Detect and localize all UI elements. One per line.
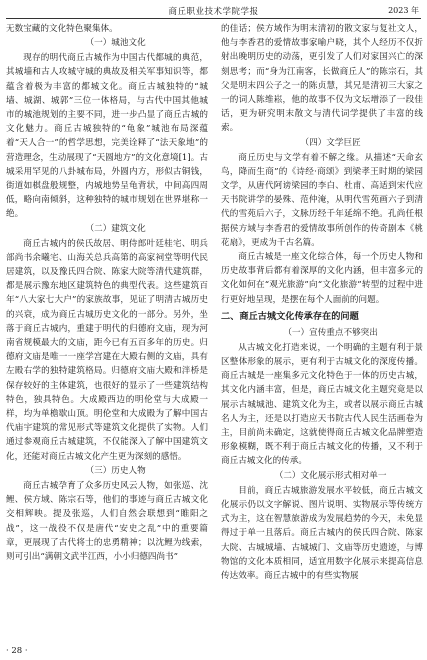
paragraph: 商丘历史与文学有着不解之缘。从描述“天命玄鸟，降而生商”的《诗经·商颂》到梁孝王时期的梁园文学，从唐代阿谤梁园的李白、杜甫、高适到宋代应天书院讲学的晏殊、范仲淹，从明代雪苑画六子到清代的雪苑后六子，文脉历经千年延绵不绝。孔尚任根据侯方域与李香君的爱情故事所创作的传奇剧本《桃花扇》，更成为千古名篇。 bbox=[221, 152, 423, 248]
paragraph: 现存的明代商丘古城作为中国古代都城的典范，其城墙和古人攻城守城的典故及相关军事知识等，都蕴含着极为丰富的都城文化。商丘古城独特的“城墙、城湖、城郭”三位一体格局，与古代中国其他城市的城池规划的主要不同，进一步凸显了商丘古城的文化魅力。商丘古城独特的“龟象”城池布局深蕴着“天人合一”的哲学思想，完美诠释了“法天象地”的营造理念，生动展现了“天圆地方”的文化意境[1]。古城采用罕见的八卦城布局，外圆内方，形似古铜钱，街道如棋盘般规整，内城地势呈龟背状，中间高四周低，略向南倾斜，这种独特的城市规划在世界堪称一绝。 bbox=[6, 53, 208, 220]
page-header bbox=[0, 0, 427, 19]
subsection-heading: （一）城池文化 bbox=[85, 38, 146, 49]
right-column bbox=[221, 22, 423, 583]
journal-title: 商丘职业技术学院学报 bbox=[168, 7, 259, 17]
subsection-heading: （四）文学巨匠 bbox=[300, 137, 361, 148]
paragraph: 商丘古城内的侯氏故居、明侍郎叶廷桂宅、明兵部尚书余曦宅、山海关总兵高第的高家祠堂等明代民居建筑，以及豫氏四合院、陈家大院等清代建筑群，都是展示豫东地区建筑特色的典型代表。这些建筑百年“八大家七大户”的家族故事，见证了明清古城历史的兴衰，成为商丘古城历史文化的一部分。另外，坐落于商丘古城内，重建于明代的归德府文庙，现为河南省规模最大的文庙，距今已有五百多年的历史。归德府文庙是唯一一座学宫建在大殿右侧的文庙，具有左殿右学的独特建筑格局。归德府文庙大殿和泮桥是保存较好的主体建筑，也很好的显示了一些建筑结构特色，独具特色。大成殿西边的明伦堂与大成殿一样，均为单檐歇山顶。明伦堂和大成殿为了解中国古代庙宇建筑的常见形式等建筑文化提供了实物。人们通过参观商丘古城建筑，不仅能深入了解中国建筑文化，还能对商丘古城文化产生更为深刻的感悟。 bbox=[6, 238, 208, 462]
page-number: · 28 · bbox=[6, 646, 28, 656]
paragraph: 从古城文化打造来说，一个明确的主题有利于景区整体形象的展示，更有利于古城文化的深度传播。商丘古城是一座集多元文化特色于一体的历史古城，其文化内涵丰富，但是，商丘古城文化主题究竟是以展示古城城池、建筑文化为主，或者以展示商丘古城名人为主，还是以打造应天书院古代人民生活画卷为主，目前尚未确定，这就使得商丘古城文化品牌塑造形象模糊，既不利于商丘古城文化的传播，又不利于商丘古城文化的传承。 bbox=[221, 342, 423, 467]
header-rule bbox=[6, 18, 421, 19]
paragraph: 无数宝藏的文化特色聚集体。 bbox=[6, 24, 118, 34]
subsection-heading: （一）宣传重点不够突出 bbox=[283, 327, 378, 338]
paragraph: 目前，商丘古城旅游发展水平较低，商丘古城文化展示仍以文字解说、图片说明、实物展示等传统方式为主，这在智慧旅游成为发展趋势的今天，未免显得过于单一且落后。商丘古城内的侯氏四合院、陈家大院、古城城墙、古城城门、文庙等历史遗迹，与博物馆的文化本质相同，适宜用数字化展示来提高信息传达效率。商丘古城中的有些实物展 bbox=[221, 485, 423, 581]
paragraph: 的佳话；侯方域作为明末清初的散文家与复社文人，他与李香君的爱情故事家喻户晓，其个人经历不仅折射出晚明历史的动荡，更引发了人们对家国兴亡的深刻思考；而“身为江南客，长做商丘人”的陈宗石，其父是明末四公子之一的陈贞慧，其兄是清初三大家之一的词人陈维崧，他的故事不仅为文坛增添了一段佳话，更为研究明末散文与清代词学提供了丰富的线索。 bbox=[221, 24, 423, 134]
section-heading: 二、商丘古城文化传承存在的问题 bbox=[221, 310, 359, 322]
subsection-heading: （三）历史人物 bbox=[85, 465, 146, 476]
issue-year: 2023 年 bbox=[388, 6, 419, 15]
paragraph: 商丘古城孕育了众多历史风云人物，如张巡、沈鲤、侯方域、陈宗石等，他们的事迹与商丘古城文化交相辉映。提及张巡，人们自然会联想到“睢阳之战”，这一战役不仅是唐代“安史之乱”中的重要篇章，更展现了古代将士的忠勇精神；以沈鲤为线索，则可引出“满朝文武半江西，小小归德四尚书” bbox=[6, 480, 208, 562]
left-column bbox=[6, 22, 208, 564]
paragraph: 商丘古城是一座文化综合体，每一个历史人物和历史故事背后都有着深厚的文化内涵，但丰富多元的文化如何在“观光旅游”向“文化旅游”转型的过程中进行更好地呈现，是摆在每个人面前的问题。 bbox=[221, 252, 423, 305]
subsection-heading: （二）文化展示形式相对单一 bbox=[274, 470, 387, 481]
subsection-heading: （二）建筑文化 bbox=[85, 223, 146, 234]
